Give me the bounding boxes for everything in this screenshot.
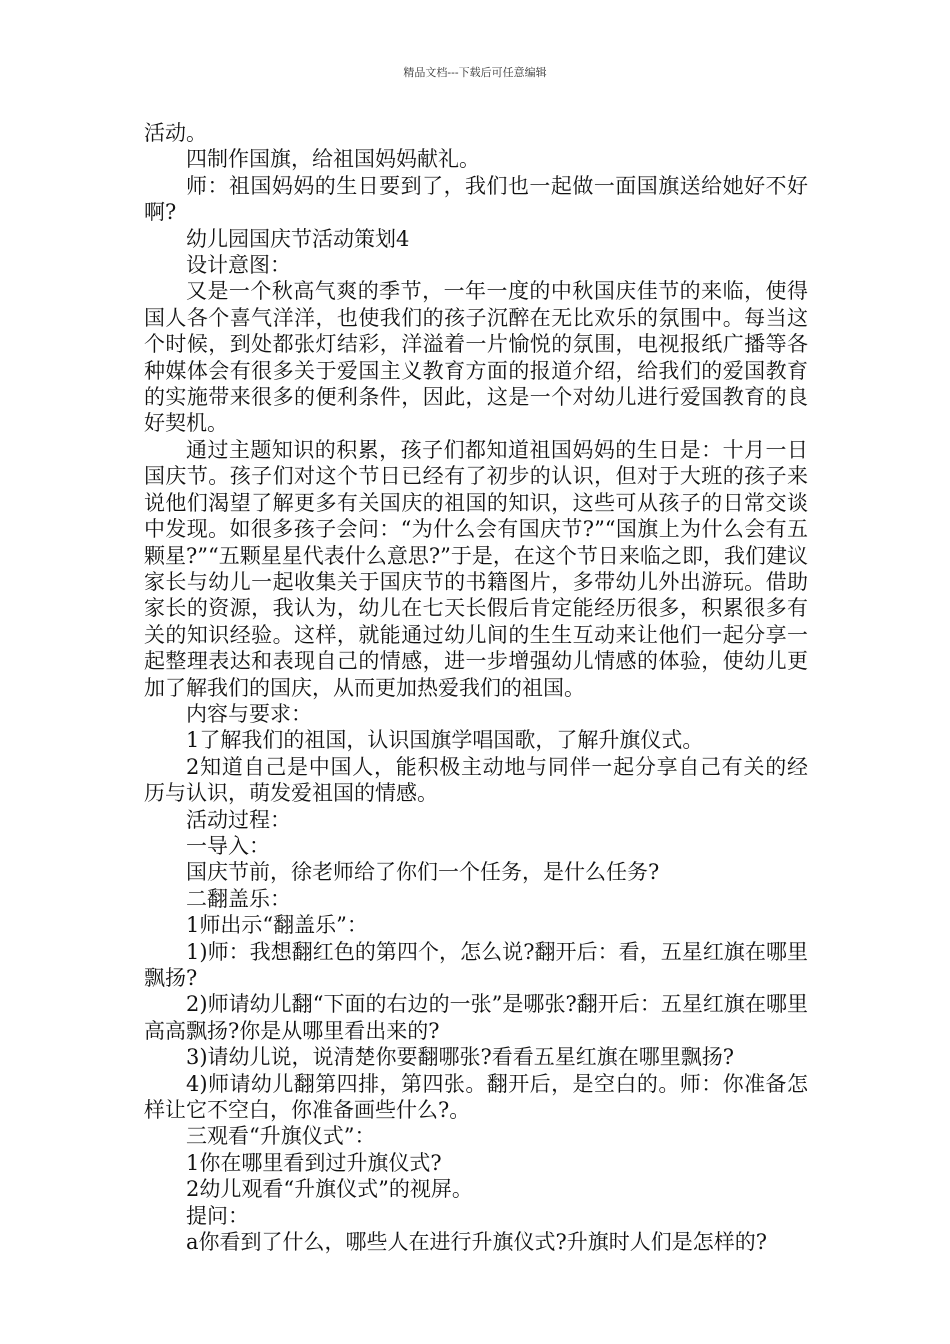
page-header: 精品文档---下载后可任意编辑 bbox=[403, 66, 547, 79]
list-item: 2幼儿观看“升旗仪式”的视屏。 bbox=[186, 1177, 473, 1202]
list-item: 4)师请幼儿翻第四排，第四张。翻开后，是空白的。师：你准备怎样让它不空白，你准备画些什么?。 bbox=[144, 1071, 808, 1123]
paragraph: 又是一个秋高气爽的季节，一年一度的中秋国庆佳节的来临，使得国人各个喜气洋洋，也使我们的孩子沉醉在无比欢乐的氛围中。每当这个时候，到处都张灯结彩，洋溢着一片愉悦的氛围，电视报纸广播等各种媒体会有很多关于爱国主义教育方面的报道介绍，给我们的爱国教育的实施带来很多的便利条件，因此，这是一个对幼儿进行爱国教育的良好契机。 bbox=[144, 279, 808, 436]
paragraph-heading: 三观看“升旗仪式”： bbox=[186, 1124, 376, 1149]
paragraph-heading: 二翻盖乐： bbox=[186, 886, 291, 911]
list-item: 2知道自己是中国人，能积极主动地与同伴一起分享自己有关的经历与认识，萌发爱祖国的情感。 bbox=[144, 754, 808, 806]
document-body bbox=[144, 120, 808, 1255]
list-item: 1)师：我想翻红色的第四个，怎么说?翻开后：看，五星红旗在哪里飘扬? bbox=[144, 939, 808, 990]
list-item: 2)师请幼儿翻“下面的右边的一张”是哪张?翻开后：五星红旗在哪里高高飘扬?你是从哪里看出来的? bbox=[144, 992, 808, 1043]
paragraph: 活动。 bbox=[144, 121, 207, 145]
paragraph-heading: 活动过程： bbox=[186, 807, 291, 832]
paragraph-heading: 提问： bbox=[186, 1203, 249, 1228]
list-item: 3)请幼儿说，说清楚你要翻哪张?看看五星红旗在哪里飘扬? bbox=[186, 1045, 735, 1070]
paragraph: 师：祖国妈妈的生日要到了，我们也一起做一面国旗送给她好不好啊? bbox=[144, 173, 808, 225]
paragraph: 国庆节前，徐老师给了你们一个任务，是什么任务? bbox=[186, 860, 660, 885]
section-title: 幼儿园国庆节活动策划4 bbox=[186, 226, 410, 251]
list-item: 1你在哪里看到过升旗仪式? bbox=[186, 1150, 442, 1175]
paragraph-heading: 内容与要求： bbox=[186, 701, 312, 726]
paragraph-heading: 一导入： bbox=[186, 833, 270, 858]
list-item: 1师出示“翻盖乐”： bbox=[186, 913, 368, 938]
list-item: a你看到了什么，哪些人在进行升旗仪式?升旗时人们是怎样的? bbox=[186, 1230, 768, 1255]
list-item: 1了解我们的祖国，认识国旗学唱国歌，了解升旗仪式。 bbox=[186, 728, 704, 753]
paragraph: 通过主题知识的积累，孩子们都知道祖国妈妈的生日是：十月一日国庆节。孩子们对这个节日已经有了初步的认识，但对于大班的孩子来说他们渴望了解更多有关国庆的祖国的知识，这些可从孩子的日常交谈中发现。如很多孩子会问：“为什么会有国庆节?”“国旗上为什么会有五颗星?”“五颗星星代表什么意思?”于是，在这个节日来临之即，我们建议家长与幼儿一起收集关于国庆节的书籍图片，多带幼儿外出游玩。借助家长的资源，我认为，幼儿在七天长假后肯定能经历很多，积累很多有关的知识经验。这样，就能通过幼儿间的生生互动来让他们一起分享一起整理表达和表现自己的情感，进一步增强幼儿情感的体验，使幼儿更加了解我们的国庆，从而更加热爱我们的祖国。 bbox=[144, 437, 808, 700]
paragraph-heading: 设计意图： bbox=[186, 253, 291, 278]
paragraph: 四制作国旗，给祖国妈妈献礼。 bbox=[186, 147, 480, 172]
